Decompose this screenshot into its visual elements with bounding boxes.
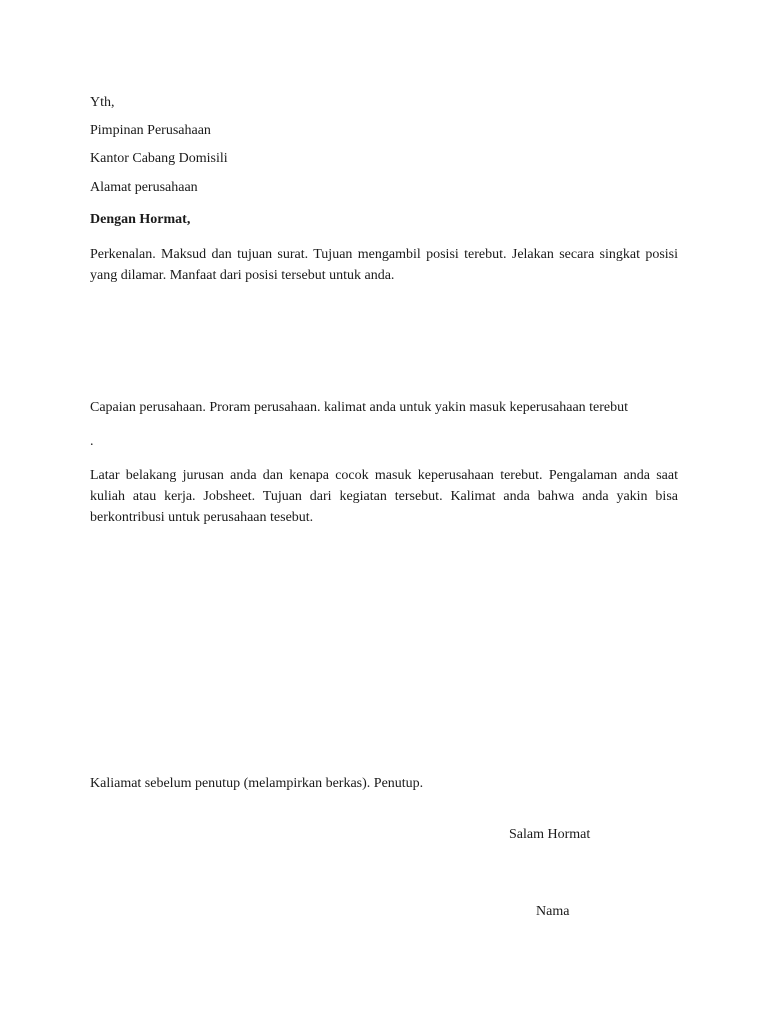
paragraph-company: Capaian perusahaan. Proram perusahaan. kalimat anda untuk yakin masuk keperusahaan terebut — [90, 400, 629, 415]
recipient-salutation: Yth, — [90, 95, 115, 110]
stray-mark: . — [90, 434, 94, 449]
recipient-line-3: Alamat perusahaan — [90, 180, 198, 195]
paragraph-background: Latar belakang jurusan anda dan kenapa cocok masuk keperusahaan terebut. Pengalaman anda saat kuliah atau kerja. Jobsheet. Tujuan dari kegiatan tersebut. Kalimat anda bahwa anda yakin bisa berkontribusi untuk perusahaan tesebut. — [90, 468, 678, 525]
greeting: Dengan Hormat, — [90, 212, 191, 227]
valediction: Salam Hormat — [509, 827, 591, 842]
paragraph-intro: Perkenalan. Maksud dan tujuan surat. Tujuan mengambil posisi terebut. Jelakan secara singkat posisi yang dilamar. Manfaat dari posisi tersebut untuk anda. — [90, 247, 678, 283]
signature-name: Nama — [536, 904, 570, 919]
recipient-line-2: Kantor Cabang Domisili — [90, 151, 228, 166]
recipient-line-1: Pimpinan Perusahaan — [90, 123, 211, 138]
paragraph-closing: Kaliamat sebelum penutup (melampirkan berkas). Penutup. — [90, 776, 424, 791]
